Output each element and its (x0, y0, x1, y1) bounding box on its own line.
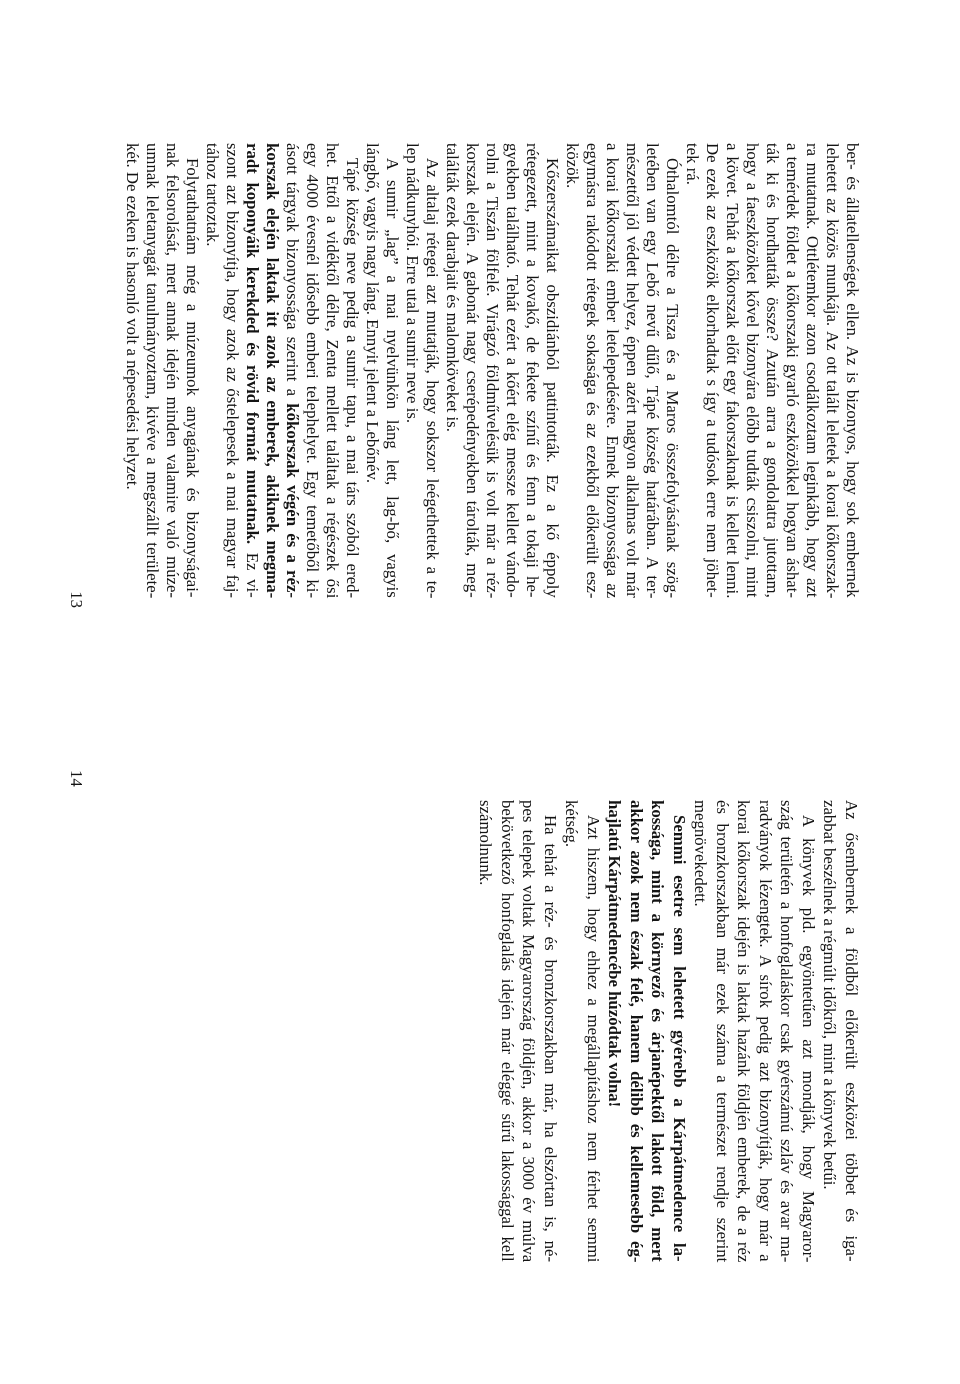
line-text: számolnunk. (476, 800, 496, 886)
text-line (502, 143, 522, 598)
line-text: umnak leletanyagát tanulmányoztam, kivéve a megszállt területe- (143, 143, 162, 599)
line-text: a követ. Tehát a kőkorszak előtt egy fakorszaknak is kellett lenni. (723, 143, 742, 599)
line-text: Az altalaj rétegei azt mutatják, hogy sokszor leégethettek a te- (423, 158, 442, 599)
text-line (776, 800, 798, 1262)
bold-text-run: hajlatú Kárpátmedencébe húzódtak volna! (605, 800, 625, 1108)
text-line (302, 143, 322, 598)
text-line (482, 143, 502, 598)
bold-text-run: kőkorszak végén és a réz- (283, 403, 302, 598)
text-line (562, 143, 582, 598)
text-line (182, 143, 202, 598)
text-line (782, 143, 802, 598)
text-line (622, 143, 642, 598)
text-line (712, 800, 734, 1262)
line-text: közök. (563, 143, 582, 189)
line-text: megnövekedett. (691, 800, 711, 907)
line-text (626, 800, 648, 1262)
text-line (841, 800, 863, 1262)
paragraph (202, 143, 362, 598)
line-text: kétség. (562, 800, 582, 848)
paragraph (561, 800, 604, 1262)
line-text: lep nádkunyhói. Erre utal a sumir neve is. (403, 143, 422, 424)
text-line (162, 143, 182, 598)
text-line (602, 143, 622, 598)
text-line (642, 143, 662, 598)
text-line (722, 143, 742, 598)
text-line (202, 143, 222, 598)
line-text: két. De ezeken is hasonló volt a népesedési helyzet. (123, 143, 142, 490)
text-line (518, 800, 540, 1262)
line-text: szont azt bizonyítja, hogy azok az őstelepesek a mai magyar faj- (223, 143, 242, 598)
text-line (382, 143, 402, 598)
line-text (282, 143, 302, 598)
text-line (755, 800, 777, 1262)
line-text: korszak elején. A gabonát nagy cserépedényekben tárolták, meg- (463, 143, 482, 598)
paragraph (362, 143, 402, 598)
line-text: egymásra rakódott rétegek sokasága és az ezekből előkerült esz- (583, 143, 602, 599)
line-text: rolni a Tiszán fölfelé. Virágzó földművelésük is volt már a réz- (483, 143, 502, 599)
line-text: letében van egy Lebő nevű dűlő, Tápé község határában. A ter- (643, 143, 662, 599)
text-line (802, 143, 822, 598)
text-line (702, 143, 722, 598)
text-line (475, 800, 497, 1262)
paragraph (442, 143, 562, 598)
text-line (262, 143, 282, 598)
line-text: a korai kőkorszaki ember letelepedésére. Ennek bizonyossága az (603, 143, 622, 599)
line-text: szág területén a honfoglaláskor csak gyérszámú szláv és avar ma- (777, 800, 797, 1263)
text-line (582, 143, 602, 598)
bold-text-run: akkor azok nem észak felé, hanem délibb és kellemesebb ég- (627, 800, 646, 1263)
text-line (322, 143, 342, 598)
text-line (682, 143, 702, 598)
book-page (62, 143, 862, 608)
line-text: zabbat beszélnek a régmúlt időkről, mint a könyvek betűi. (820, 800, 840, 1190)
text-line (662, 143, 682, 598)
page-number: 13 (67, 591, 86, 608)
text-line (561, 800, 583, 1262)
text-line (647, 800, 669, 1262)
bold-text-run: radt koponyáik kerekded és rövid formát mutatnak. (243, 143, 262, 545)
line-text: nak felsorolását, mert annak idején minden valamire való múze- (163, 143, 182, 599)
line-text: Tápé község neve pedig a sumir tapu, a mai társ szóból ered- (343, 158, 362, 599)
line-text: hogy a faeszközöket kővel bizonyára előbb tudták csiszolni, mint (743, 143, 762, 598)
line-text: gyekben található. Tehát ezért a kőért elég messze kellett vándo- (503, 143, 522, 598)
text-line (604, 800, 626, 1262)
line-text: tához tartoztak. (203, 143, 222, 247)
line-text: ra mutatnak. Ottlétemkor azon csodálkoztam leginkább, hogy azt (803, 143, 822, 598)
text-line (842, 143, 862, 598)
line-text: lehetett az közös munkája. Az ott talált leletek a korai kőkorszak- (823, 143, 842, 599)
text-line (222, 143, 242, 598)
line-text: Ha tehát a réz- és bronzkorszakban már, ha elszórtan is, né- (541, 815, 560, 1263)
text-line (362, 143, 382, 598)
text-line (122, 143, 142, 598)
page-number: 14 (67, 770, 86, 787)
line-text: Azt hiszem, hogy ehhez a megállapításhoz nem férhet semmi (584, 815, 603, 1263)
line-text (262, 143, 282, 598)
page-text-body (475, 800, 862, 1262)
line-text: ber- és állatellenségek ellen. Az is bizonyos, hogy sok embernek (843, 143, 862, 598)
line-text: a temérdek földet a kőkorszaki gyarló eszközökkel hogyan áshat- (783, 143, 802, 598)
text-line (742, 143, 762, 598)
line-text: pes telepek voltak Magyarország földjén, akkor a 3000 év múlva (519, 800, 539, 1263)
line-text: és bronzkorszakban már ezek száma a természet rendje szerint (713, 800, 732, 1263)
paragraph (402, 143, 442, 598)
paragraph (562, 143, 682, 598)
line-text: egy 4000 évesnél idősebb emberi telephelyet. Egy temetőből ki- (303, 143, 322, 599)
line-text: Óthalomtól délre a Tisza és a Maros összefolyásának szög- (663, 158, 682, 599)
text-line (342, 143, 362, 598)
book-page (62, 768, 862, 1268)
text-line (626, 800, 648, 1262)
text-run: Ez vi- (243, 544, 262, 598)
line-text (242, 143, 262, 598)
text-line (422, 143, 442, 598)
line-text: Kőszerszámaikat obszidiánból pattintották. Ez a kő éppoly (543, 158, 562, 598)
line-text: mészettől jól védett helyez, éppen azért nagyon alkalmas volt már (623, 143, 642, 598)
bold-text-run: kossága, mint a környező és árjanépektől lakott föld, mert (648, 800, 668, 1262)
line-text: het. Ettől a vidéktől délre, Zenta mellett találtak a régészek ősi (323, 143, 342, 599)
text-line (522, 143, 542, 598)
text-line (762, 143, 782, 598)
line-text: ták ki és hordhatták össze? Azután arra a gondolatra jutottam, (763, 143, 782, 598)
line-text: A könyvek pld. egyöntetűen azt mondják, hogy Magyaror- (799, 815, 818, 1263)
text-line (733, 800, 755, 1262)
paragraph (122, 143, 202, 598)
line-text (647, 800, 669, 1262)
text-line (442, 143, 462, 598)
line-text: lángbő, vagyis nagy láng. Ennyit jelent a Lebőnév. (363, 143, 382, 484)
paragraph (604, 800, 690, 1262)
text-line (822, 143, 842, 598)
text-line (142, 143, 162, 598)
line-text: bekövetkező honfoglalás idején már eléggé sűrű lakossággal kell (498, 800, 517, 1262)
page-text-body (122, 143, 862, 598)
text-line (583, 800, 605, 1262)
line-text: korai kőkorszak idején is laktak hazánk földjén emberek, de a réz (734, 800, 754, 1263)
line-text: találták ezek darabjait és malomköveket is. (443, 143, 462, 432)
text-line (540, 800, 562, 1262)
text-line (542, 143, 562, 598)
text-line (462, 143, 482, 598)
line-text (669, 815, 691, 1262)
line-text: A sumir „lag” a mai nyelvünkön láng lett, lag-bő, vagyis (383, 158, 402, 598)
line-text: rétegezett, mint a kovakő, de fekete színű és fenn a tokaji he- (523, 143, 542, 598)
paragraph (690, 800, 819, 1262)
text-line (497, 800, 519, 1262)
text-line (669, 800, 691, 1262)
line-text: Az ősembernek a földből előkerült eszközei többet és iga- (842, 800, 861, 1262)
text-line (798, 800, 820, 1262)
text-line (282, 143, 302, 598)
paragraph (682, 143, 862, 598)
paragraph (819, 800, 862, 1262)
bold-text-run: korszak elején laktak itt azok az emberek, akiknek megma- (263, 143, 282, 599)
paragraph (475, 800, 561, 1262)
bold-text-run: Semmi esetre sem lehetett gyérebb a Kárpátmedence la- (670, 815, 689, 1262)
line-text: Folytathatnám még a múzeumok anyagának és bizonyságai- (183, 158, 202, 598)
text-line (690, 800, 712, 1262)
text-run: ásott tárgyak bizonyossága szerint a (283, 143, 302, 404)
line-text: radványok lézengtek. A sírok pedig azt bizonyítják, hogy már a (756, 800, 775, 1262)
line-text (604, 800, 626, 1107)
line-text: De ezek az eszközök elkorhadtak s így a tudósok erre nem jöhet- (703, 143, 722, 598)
line-text: tek rá. (683, 143, 702, 185)
text-line (819, 800, 841, 1262)
text-line (242, 143, 262, 598)
text-line (402, 143, 422, 598)
